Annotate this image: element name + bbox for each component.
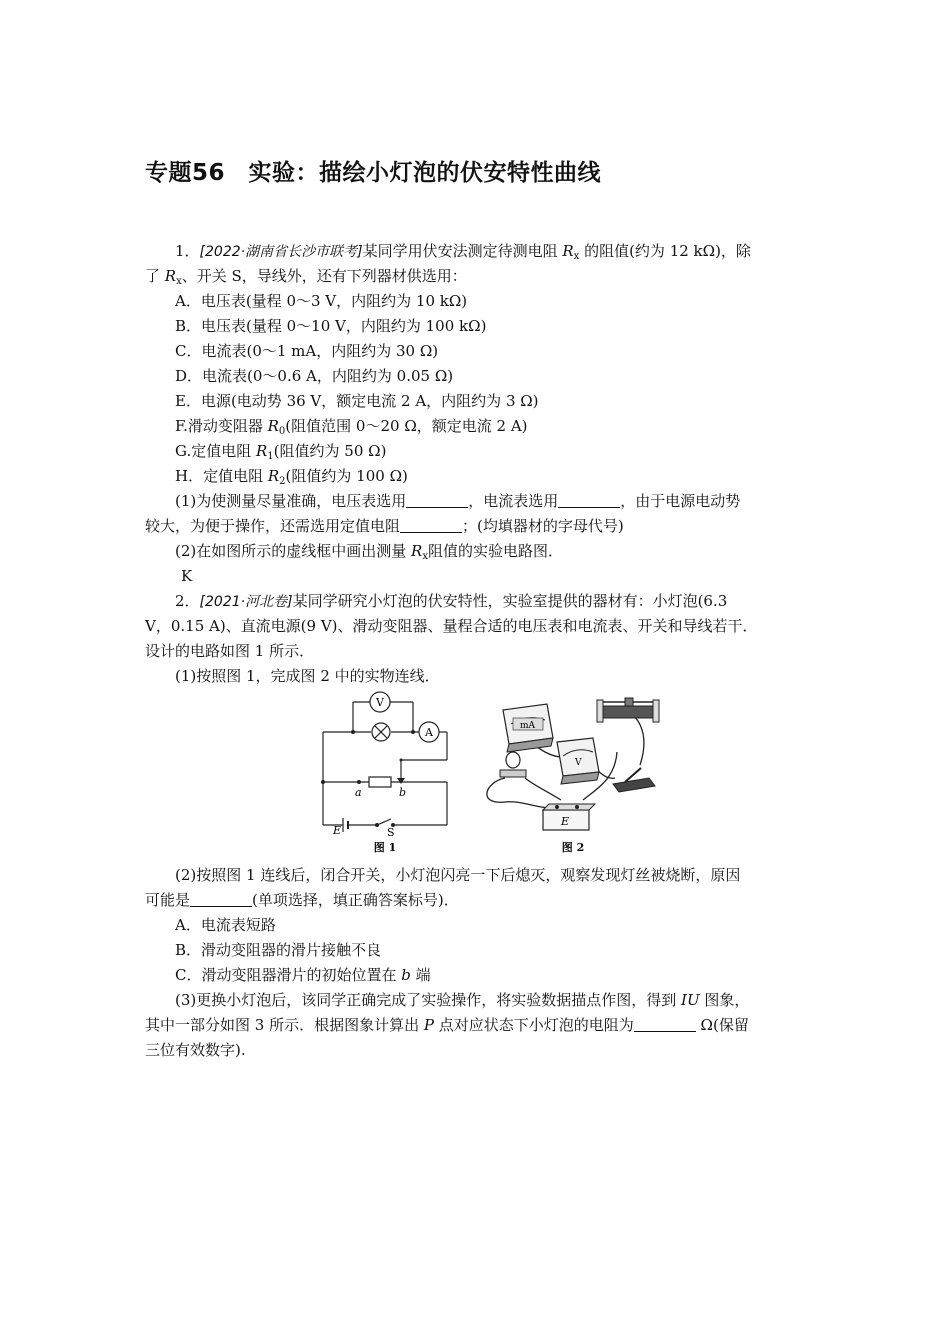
q2-sub3-text: 其中一部分如图 3 所示．根据图象计算出 (145, 1016, 420, 1034)
fig2-e-label: E (561, 815, 570, 828)
q1-option-f (175, 416, 528, 436)
fig2-caption: 图 2 (561, 841, 585, 854)
q2-option-b: B．滑动变阻器的滑片接触不良 (175, 941, 382, 959)
milliammeter (503, 704, 553, 752)
fig2-v-label: V (575, 758, 582, 768)
fig1-v-label: V (376, 696, 384, 709)
q1-stem-text: 某同学用伏安法测定待测电阻 (362, 242, 558, 260)
rx-symbol: R (164, 267, 177, 285)
r-symbol: R (267, 417, 279, 435)
q2-stem-line1 (175, 591, 727, 612)
page-title: 专题56 实验：描绘小灯泡的伏安特性曲线 (145, 160, 602, 186)
q1-number: 1． (175, 242, 200, 260)
answer-blank[interactable] (634, 1017, 696, 1032)
q1-sub1-text: ，电流表选用 (468, 492, 559, 510)
r-symbol: R (267, 467, 280, 485)
q1-option-e: E．电源(电动势 36 V，额定电流 2 A，内阻约为 3 Ω) (175, 392, 539, 410)
q2-sub3-text: Ω(保留 (700, 1016, 749, 1034)
q2-sub3-line3: 三位有效数字). (145, 1041, 246, 1059)
q1-source: [2022·湖南省长沙市联考] (199, 244, 363, 260)
q2-option-c (175, 965, 431, 985)
q1-sub1-text: (1)为使测量尽量准确，电压表选用 (175, 492, 407, 510)
q1-sub2-text: 阻值的实验电路图． (427, 542, 563, 560)
p-symbol: P (423, 1016, 434, 1034)
bulb (500, 752, 526, 777)
battery-box (543, 804, 595, 830)
q2-sub3-text: (3)更换小灯泡后，该同学正确完成了实验操作，将实验数据描点作图，得到 (175, 991, 677, 1009)
q2-option-a: A．电流表短路 (175, 916, 276, 934)
option-text: C．滑动变阻器滑片的初始位置在 (175, 966, 397, 984)
fig1-point-a: a (355, 786, 362, 799)
fig2-ma-label: mA (520, 721, 536, 731)
q1-stem-text: 的阻值(约为 12 kΩ)，除 (584, 242, 751, 260)
q2-stem-line3: 设计的电路如图 1 所示． (145, 642, 315, 660)
q1-stem-text: 、开关 S，导线外，还有下列器材供选用： (181, 267, 467, 285)
answer-blank[interactable] (190, 892, 252, 907)
q2-sub2-line1: (2)按照图 1 连线后，闭合开关，小灯泡闪亮一下后熄灭，观察发现灯丝被烧断，原因 (175, 866, 741, 884)
rx-subscript: x (573, 251, 580, 262)
option-text: 端 (415, 966, 431, 984)
r-subscript: 2 (279, 476, 286, 487)
figure-1-circuit (315, 690, 455, 855)
rx-subscript: x (176, 276, 182, 287)
option-text: H．定值电阻 (175, 467, 264, 485)
q1-sub2-text: (2)在如图所示的虚线框中画出测量 (175, 542, 407, 560)
q1-stem-line1 (175, 241, 751, 262)
option-text: F.滑动变阻器 (175, 417, 263, 435)
q2-sub1: (1)按照图 1，完成图 2 中的实物连线． (175, 667, 440, 685)
q1-option-d: D．电流表(0～0.6 A，内阻约为 0.05 Ω) (175, 367, 454, 385)
answer-blank[interactable] (400, 518, 462, 533)
switch (613, 768, 655, 792)
point-b: b (401, 966, 411, 984)
rheostat (597, 698, 659, 722)
q2-sub3-text: 点对应状态下小灯泡的电阻为 (438, 1016, 634, 1034)
r-symbol: R (256, 442, 268, 460)
q1-option-b: B．电压表(量程 0～10 V，内阻约为 100 kΩ) (175, 317, 487, 335)
fig1-s-label: S (387, 826, 395, 839)
rx-subscript: x (422, 551, 428, 562)
rx-symbol: R (562, 242, 574, 260)
q1-k-mark: K (181, 567, 193, 585)
q2-sub3-line1 (175, 990, 749, 1010)
q2-sub2-line2 (145, 890, 459, 910)
q1-option-g (175, 441, 386, 461)
option-text: G.定值电阻 (175, 442, 252, 460)
q2-sub3-line2 (145, 1015, 749, 1035)
q1-option-c: C．电流表(0～1 mA，内阻约为 30 Ω) (175, 342, 439, 360)
q2-stem-line2: V，0.15 A)、直流电源(9 V)、滑动变阻器、量程合适的电压表和电流表、开关和导线若干． (145, 617, 758, 635)
option-text: (阻值范围 0～20 Ω，额定电流 2 A) (285, 417, 528, 435)
q2-source: [2021·河北卷] (199, 594, 293, 610)
figure-2-apparatus (465, 690, 665, 855)
fig1-e-label: E (333, 824, 342, 837)
fig1-caption: 图 1 (373, 841, 397, 854)
q1-option-h (175, 466, 408, 486)
voltmeter (557, 738, 599, 784)
q2-sub2-text: (单项选择，填正确答案标号)． (252, 891, 459, 909)
q1-option-a: A．电压表(量程 0～3 V，内阻约为 10 kΩ) (175, 292, 468, 310)
q2-stem-text: 某同学研究小灯泡的伏安特性，实验室提供的器材有：小灯泡(6.3 (292, 592, 728, 610)
q1-stem-line2 (145, 266, 467, 286)
q1-sub1-line1 (175, 491, 740, 511)
option-text: (阻值约为 100 Ω) (285, 467, 408, 485)
r-subscript: 0 (278, 426, 286, 437)
iu-symbol: IU (681, 991, 700, 1009)
q1-sub1-text: ；(均填器材的字母代号) (462, 517, 624, 535)
q1-sub1-text: ，由于电源电动势 (620, 492, 741, 510)
r-subscript: 1 (267, 451, 274, 462)
q1-sub1-text: 较大，为便于操作，还需选用定值电阻 (145, 517, 401, 535)
rx-symbol: R (411, 542, 423, 560)
option-text: (阻值约为 50 Ω) (273, 442, 387, 460)
answer-blank[interactable] (558, 493, 620, 508)
q1-sub1-line2 (145, 516, 624, 536)
fig1-point-b: b (399, 786, 407, 799)
q2-sub3-text: 图象， (704, 991, 750, 1009)
answer-blank[interactable] (406, 493, 468, 508)
q2-number: 2． (175, 592, 200, 610)
q1-stem-text: 了 (145, 267, 161, 285)
q1-sub2 (175, 541, 563, 561)
fig1-a-label: A (425, 726, 433, 739)
q2-sub2-text: 可能是 (145, 891, 191, 909)
